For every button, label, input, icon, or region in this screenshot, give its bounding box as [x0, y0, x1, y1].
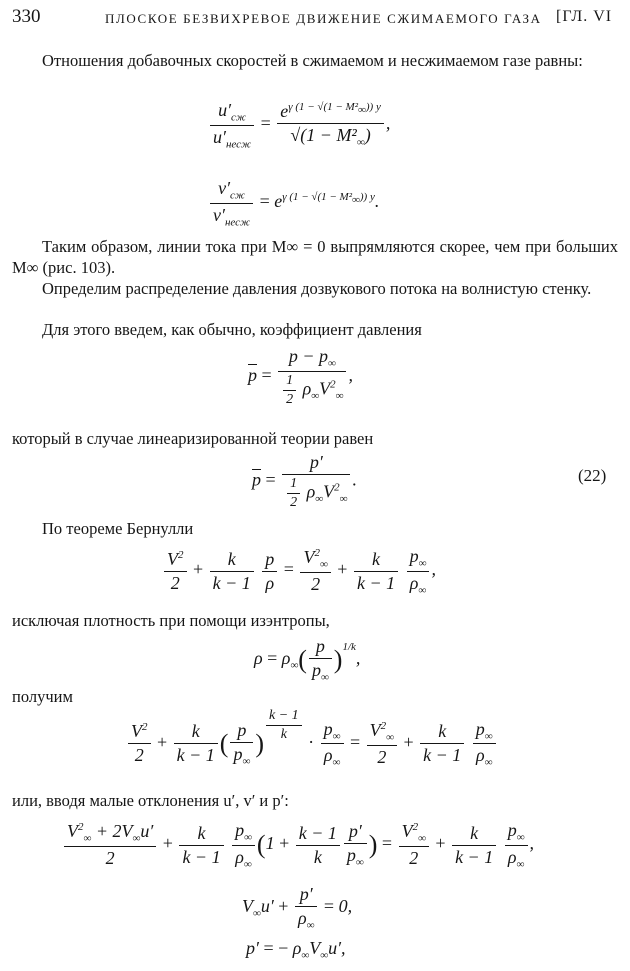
equation-pressure-perturbation: p′ = − $\rho_\infty V_\infty u'$, — [246, 938, 346, 962]
paragraph-pressure-coefficient: Для этого введем, как обычно, коэффициент давления — [42, 320, 422, 339]
equation-bernoulli-isentropic: $\frac{V^2}{2}$ + $\frac{k}{k - 1}$ ( $\frac{p}{p_\infty}$ ) $^{\frac{k - 1}{k}}$ · $\frac{p_\infty}{\rho_\infty}$ = $\frac{V^2_\infty}{2}$ + $\frac{k}{k - 1}$ $\frac{p_\infty}{\rho_\infty}$ — [126, 708, 498, 769]
equation-v-ratio: $\frac{v'_{сж}}{v'_{несж}}$ = $e^{\gamma (1 - √(1 - M^2_\infty)) y}$. — [208, 178, 379, 228]
paragraph-pressure-distribution: Определим распределение давления дозвукового потока на волнистую стенку. — [42, 279, 592, 298]
paragraph-small-deviations: или, вводя малые отклонения u′, v′ и p′: — [12, 791, 289, 810]
paragraph-linearized: который в случае линеаризированной теории равен — [12, 429, 374, 448]
equation-22: $\overline{p}$ = p′ $\frac{1}{2}$ $\rho_\infty V^2_\infty$ . — [252, 452, 357, 510]
equation-pressure-coefficient: $\overline{p}$ = $p - p_\infty$ $\frac{1}{2}$ $\rho_\infty V^2_\infty$ , — [248, 346, 353, 407]
equation-linearized-bernoulli: $\frac{V^2_\infty + 2V_\infty u'}{2}$ + $\frac{k}{k - 1}$ $\frac{p_\infty}{\rho_\infty}$ (1 + $\frac{k - 1}{k}$ $\frac{p'}{p_\infty}$ ) = $\frac{V^2_\infty}{2}$ + $\frac{k}{k - 1}$ $\frac{p_\infty}{\rho_\infty}$ , — [62, 820, 534, 870]
chapter-label: [ГЛ. VI — [556, 8, 613, 25]
equation-momentum: $V_\infty u'$ + $\frac{p'}{\rho_\infty}$ = 0, — [242, 884, 353, 932]
paragraph-streamlines: Таким образом, линии тока при M∞ = 0 выпрямляются скорее, чем при больших M∞ (рис. 103). — [12, 237, 618, 277]
paragraph-velocity-ratios: Отношения добавочных скоростей в сжимаемом и несжимаемом газе равны: — [42, 51, 583, 70]
equation-number: (22) — [578, 466, 607, 485]
page-number: 330 — [12, 6, 41, 27]
equation-bernoulli: $\frac{V^2}{2}$ + $\frac{k}{k - 1}$ $\frac{p}{\rho}$ = $\frac{V^2_\infty}{2}$ + $\frac{k}{k - 1}$ $\frac{p_\infty}{\rho_\infty}$ , — [162, 546, 436, 596]
paragraph-isentrope: исключая плотность при помощи изэнтропы, — [12, 611, 330, 630]
paragraph-obtain: получим — [12, 687, 73, 706]
equation-u-ratio: $\frac{u'_{сж}}{u'_{несж}}$ = $\frac{e^{\gamma (1 - √(1 - M^2_\infty)) y}}{√(1 - M^2_\infty)}$ , — [208, 100, 390, 150]
running-title: ПЛОСКОЕ БЕЗВИХРЕВОЕ ДВИЖЕНИЕ СЖИМАЕМОГО ГАЗА — [105, 11, 542, 26]
paragraph-bernoulli: По теореме Бернулли — [42, 519, 194, 538]
equation-isentrope: $\rho = \rho_\infty$( $\frac{p}{p_\infty}$ )$^{1/k}$, — [254, 636, 361, 684]
